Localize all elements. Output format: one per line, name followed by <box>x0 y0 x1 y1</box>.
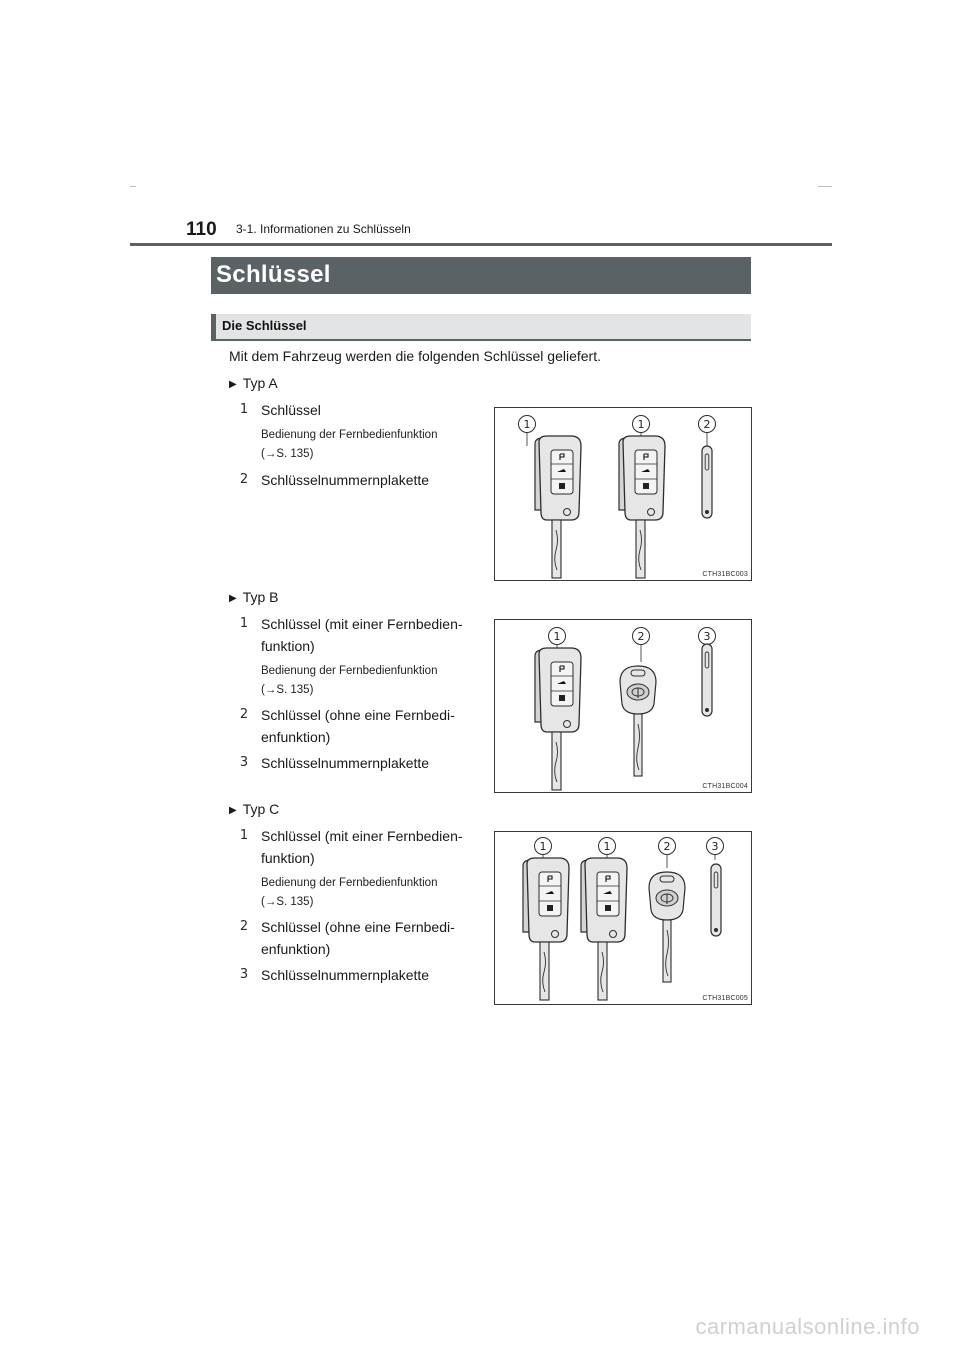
illustration-code: CTH31BC005 <box>702 995 748 1002</box>
type-b-item-2-text-line-2: enfunktion) <box>261 729 331 745</box>
type-b-item-2-text-line-1: Schlüssel (ohne eine Fernbedi- <box>261 707 455 723</box>
item-number-1: 1 <box>239 616 249 631</box>
type-b-label-text: Typ B <box>242 589 279 605</box>
callout-label: 1 <box>523 418 531 431</box>
callout-label: 3 <box>703 630 711 643</box>
subtitle-marker <box>211 314 216 339</box>
header-rule <box>130 243 832 246</box>
triangle-bullet-icon: ▶ <box>229 593 237 604</box>
type-c-item-1-note-1: Bedienung der Fernbedienfunktion <box>261 877 438 889</box>
callout-label: 1 <box>553 630 561 643</box>
intro-text: Mit dem Fahrzeug werden die folgenden Schlüssel geliefert. <box>229 348 601 364</box>
type-b-item-1-text-line-1: Schlüssel (mit einer Fernbedien- <box>261 616 463 632</box>
type-c-item-1-note-2: (→S. 135) <box>261 896 314 908</box>
callout-label: 1 <box>637 418 645 431</box>
callout-label: 2 <box>637 630 645 643</box>
section-reference: 3-1. Informationen zu Schlüsseln <box>236 222 411 236</box>
item-number-1: 1 <box>239 402 249 417</box>
type-a-item-1-note-2: (→S. 135) <box>261 448 314 460</box>
type-c-item-2-text-line-1: Schlüssel (ohne eine Fernbedi- <box>261 919 455 935</box>
type-a-item-2-text: Schlüsselnummernplakette <box>261 472 430 488</box>
type-b-key-drawing <box>495 620 751 792</box>
type-b-illustration <box>494 619 752 793</box>
callout-label: 1 <box>603 840 611 853</box>
type-c-item-3-text: Schlüsselnummernplakette <box>261 967 430 983</box>
crop-mark-left <box>130 186 136 187</box>
type-a-item-1-note-1: Bedienung der Fernbedienfunktion <box>261 429 438 441</box>
type-c-label <box>229 801 279 817</box>
type-c-illustration <box>494 831 752 1005</box>
type-b-item-1-text-line-2: funktion) <box>261 638 315 654</box>
type-b-item-1-note-1: Bedienung der Fernbedienfunktion <box>261 665 438 677</box>
type-a-illustration <box>494 407 752 581</box>
type-b-item-1-note-2: (→S. 135) <box>261 684 314 696</box>
type-a-label <box>229 375 278 391</box>
crop-mark-right <box>818 186 832 187</box>
illustration-code: CTH31BC003 <box>702 571 748 578</box>
section-subtitle: Die Schlüssel <box>222 318 307 333</box>
type-b-item-3-text: Schlüsselnummernplakette <box>261 755 430 771</box>
item-number-3: 3 <box>239 967 249 982</box>
item-number-1: 1 <box>239 828 249 843</box>
triangle-bullet-icon: ▶ <box>229 379 237 390</box>
callout-label: 3 <box>711 840 719 853</box>
item-number-2: 2 <box>239 707 249 722</box>
callout-label: 2 <box>663 840 671 853</box>
type-b-label <box>229 589 279 605</box>
watermark: carmanualsonline.info <box>695 1314 920 1339</box>
type-c-label-text: Typ C <box>242 801 280 817</box>
triangle-bullet-icon: ▶ <box>229 805 237 816</box>
type-c-item-2-text-line-2: enfunktion) <box>261 941 331 957</box>
callout-label: 1 <box>539 840 547 853</box>
illustration-code: CTH31BC004 <box>702 783 748 790</box>
page-number: 110 <box>186 219 217 240</box>
item-number-2: 2 <box>239 472 249 487</box>
type-c-key-drawing <box>495 832 751 1004</box>
type-a-label-text: Typ A <box>242 375 278 391</box>
type-a-key-drawing <box>495 408 751 580</box>
type-a-item-1-text: Schlüssel <box>261 402 321 418</box>
page-title: Schlüssel <box>216 261 331 288</box>
item-number-2: 2 <box>239 919 249 934</box>
item-number-3: 3 <box>239 755 249 770</box>
type-c-item-1-text-line-1: Schlüssel (mit einer Fernbedien- <box>261 828 463 844</box>
subtitle-rule <box>211 339 751 341</box>
type-c-item-1-text-line-2: funktion) <box>261 850 315 866</box>
callout-label: 2 <box>703 418 711 431</box>
